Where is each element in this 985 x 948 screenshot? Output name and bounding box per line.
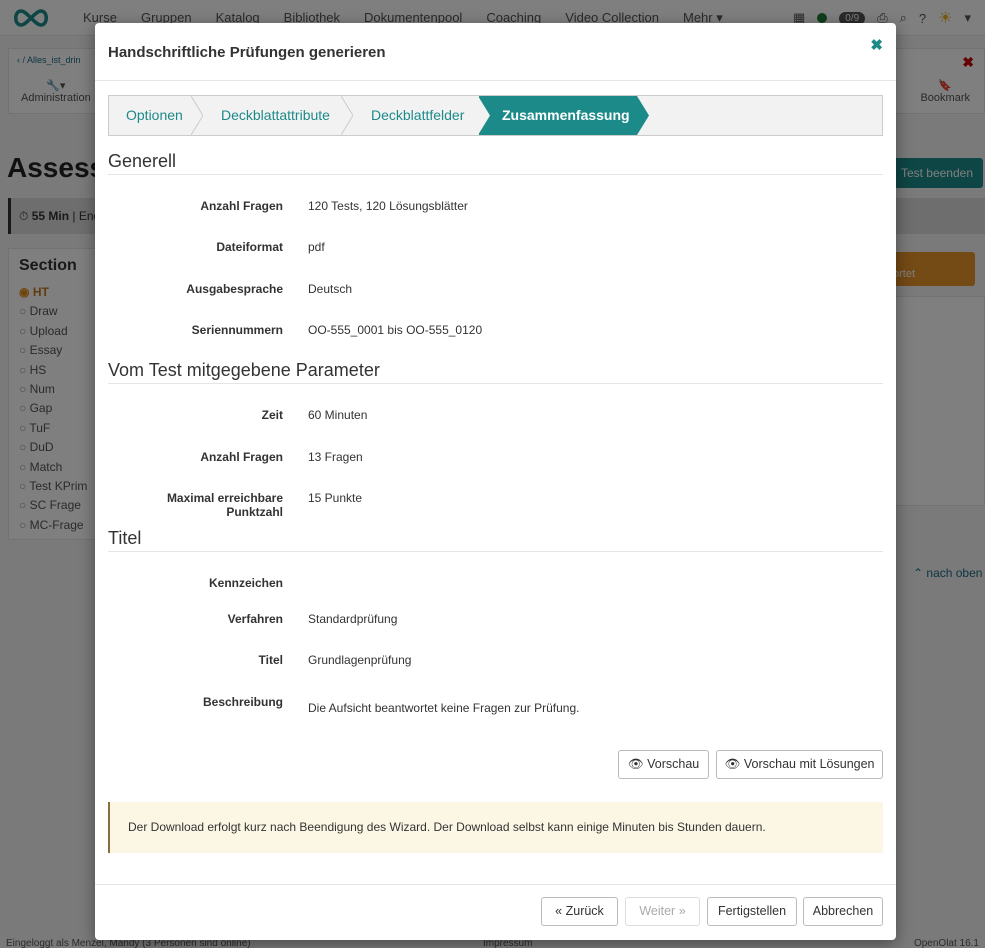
double-chevron-left-icon: « [555, 904, 563, 918]
preview-label: Vorschau [647, 757, 700, 771]
row-label: Ausgabesprache [186, 282, 283, 296]
eye-icon: 👁 [724, 757, 741, 771]
step-arrow-icon [637, 96, 649, 135]
row-value: Die Aufsicht beantwortet keine Fragen zur Prüfung. [308, 701, 580, 715]
wizard-step-label: Zusammenfassung [502, 107, 630, 123]
section-heading-parameters: Vom Test mitgegebene Parameter [108, 360, 883, 384]
close-icon[interactable]: ✖ [870, 37, 883, 54]
dialog-header [95, 23, 896, 81]
row-label: Verfahren [227, 612, 283, 626]
wizard-step-optionen[interactable] [109, 96, 197, 135]
wizard-step-label: Deckblattattribute [221, 107, 330, 123]
row-label: Zeit [261, 408, 283, 422]
row-value: Standardprüfung [308, 612, 398, 626]
preview-button[interactable] [618, 750, 709, 779]
row-value: Grundlagenprüfung [308, 653, 412, 667]
preview-with-solutions-button[interactable] [716, 750, 883, 779]
wizard-step-deckblattfelder[interactable] [347, 96, 479, 135]
row-value: pdf [308, 240, 325, 254]
wizard-step-label: Optionen [126, 107, 183, 123]
eye-icon: 👁 [627, 757, 644, 771]
download-info-message: Der Download erfolgt kurz nach Beendigung des Wizard. Der Download selbst kann einige Minuten bis Stunden dauern. [108, 802, 883, 853]
wizard-step-zusammenfassung[interactable] [479, 96, 637, 135]
back-button[interactable] [541, 897, 618, 926]
row-value: 15 Punkte [308, 491, 363, 505]
row-value: OO-555_0001 bis OO-555_0120 [308, 323, 483, 337]
row-value: 60 Minuten [308, 408, 368, 422]
row-label: Titel [258, 653, 283, 667]
wizard-dialog [95, 23, 896, 940]
row-label: Beschreibung [202, 695, 283, 709]
row-label: Seriennummern [191, 323, 283, 337]
back-label: Zurück [565, 904, 604, 918]
row-label: Dateiformat [216, 240, 283, 254]
cancel-button[interactable]: Abbrechen [803, 897, 883, 926]
row-value: 120 Tests, 120 Lösungsblätter [308, 199, 468, 213]
row-value: 13 Fragen [308, 450, 363, 464]
wizard-steps [108, 95, 883, 136]
section-heading-general: Generell [108, 151, 883, 175]
finish-button[interactable]: Fertigstellen [707, 897, 797, 926]
preview-with-solutions-label: Vorschau mit Lösungen [743, 757, 875, 771]
dialog-title: Handschriftliche Prüfungen generieren [108, 44, 386, 61]
wizard-step-deckblattattribute[interactable] [197, 96, 347, 135]
next-button[interactable] [625, 897, 700, 926]
dialog-footer [95, 884, 896, 940]
step-notch-icon [478, 96, 490, 135]
row-label: Anzahl Fragen [200, 199, 283, 213]
next-label: Weiter [639, 904, 676, 918]
row-label: Maximal erreichbare Punktzahl [166, 491, 283, 519]
row-label: Kennzeichen [208, 576, 283, 590]
row-label: Anzahl Fragen [200, 450, 283, 464]
section-heading-title: Titel [108, 528, 883, 552]
row-value: Deutsch [308, 282, 353, 296]
double-chevron-right-icon: » [678, 904, 686, 918]
wizard-step-label: Deckblattfelder [371, 107, 465, 123]
